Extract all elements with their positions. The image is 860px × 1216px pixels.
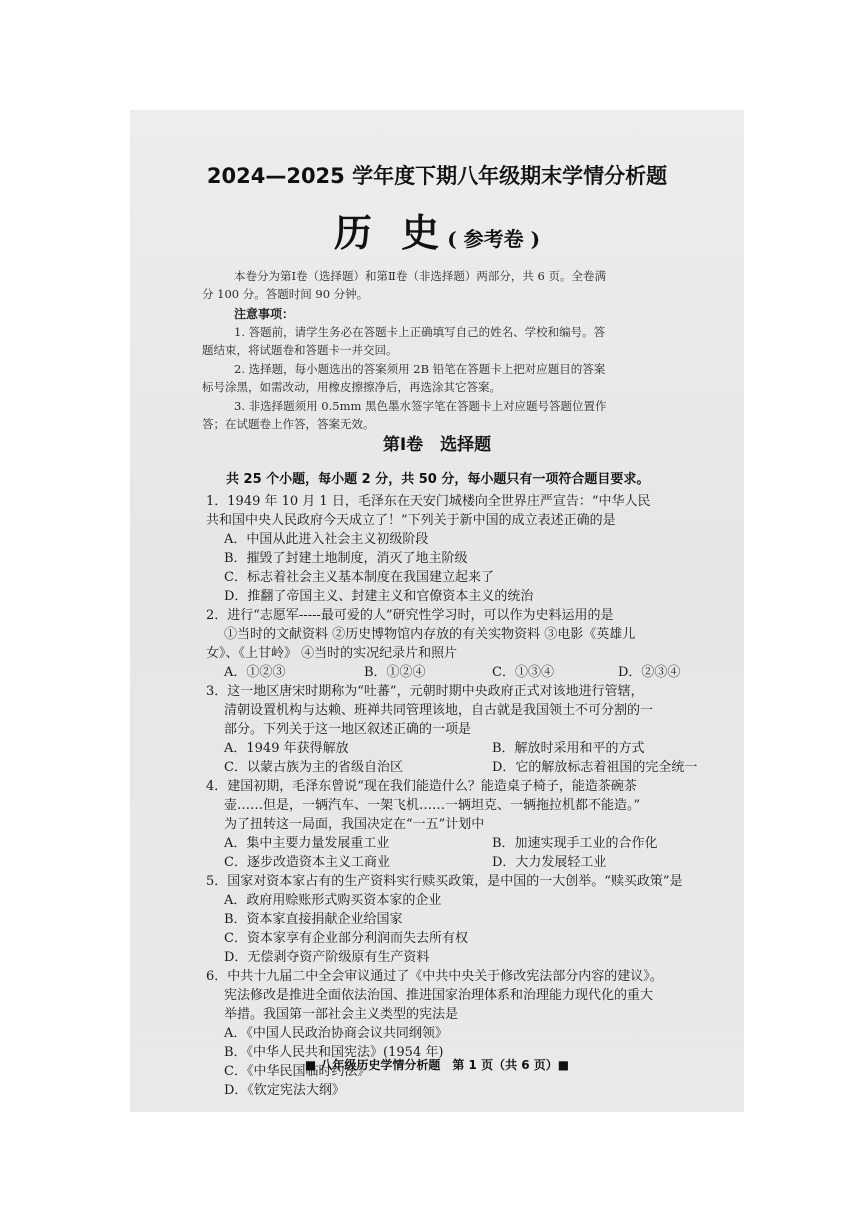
question-2-stem: ①当时的文献资料 ②历史博物馆内存放的有关实物资料 ③电影《英雄儿: [224, 627, 636, 642]
question-3-option-d: D．它的解放标志着祖国的完全统一: [492, 760, 698, 775]
question-5-option-a: A．政府用赊账形式购买资本家的企业: [224, 893, 442, 908]
question-3-stem: 部分。下列关于这一地区叙述正确的一项是: [224, 722, 472, 737]
question-1-option-b: B．摧毁了封建土地制度，消灭了地主阶级: [224, 551, 468, 566]
question-1-option-d: D．推翻了帝国主义、封建主义和官僚资本主义的统治: [224, 589, 534, 604]
question-4-stem: 为了扭转这一局面，我国决定在“一五”计划中: [224, 817, 485, 832]
question-5-option-d: D．无偿剥夺资产阶级原有生产资料: [224, 950, 430, 965]
note-line: 题结束，将试题卷和答题卡一并交回。: [202, 343, 398, 357]
question-3-option-c: C．以蒙古族为主的省级自治区: [224, 760, 403, 775]
question-2-option-a: A．①②③: [224, 665, 286, 680]
question-3-stem: 清朝设置机构与达赖、班禅共同管理该地，自古就是我国领土不可分割的一: [224, 703, 654, 718]
question-4-stem: 壶……但是，一辆汽车、一架飞机……一辆坦克、一辆拖拉机都不能造。”: [224, 798, 641, 813]
question-5-option-c: C．资本家享有企业部分利润而失去所有权: [224, 931, 468, 946]
question-4-option-d: D．大力发展轻工业: [492, 855, 607, 870]
question-5-option-b: B．资本家直接捐献企业给国家: [224, 912, 403, 927]
question-2-stem: 2．进行“志愿军-----最可爱的人”研究性学习时，可以作为史料运用的是: [206, 608, 614, 623]
note-line: 1. 答题前，请学生务必在答题卡上正确填写自己的姓名、学校和编号。答: [234, 325, 606, 339]
section-title: 第Ⅰ卷 选择题: [382, 435, 492, 455]
question-2-option-c: C．①③④: [492, 665, 554, 680]
notes-heading: 注意事项：: [234, 307, 295, 321]
question-6-option-c: C．《中华民国临时约法》: [224, 1064, 371, 1079]
intro-line: 分 100 分。答题时间 90 分钟。: [202, 287, 369, 301]
question-6-option-d: D．《钦定宪法大纲》: [224, 1083, 345, 1098]
question-2-option-b: B．①②④: [364, 665, 426, 680]
question-6-stem: 举措。我国第一部社会主义类型的宪法是: [224, 1007, 459, 1022]
question-2-option-d: D．②③④: [618, 665, 681, 680]
note-line: 标号涂黑，如需改动，用橡皮擦擦净后，再选涂其它答案。: [202, 380, 501, 394]
note-line: 3. 非选择题须用 0.5mm 黑色墨水签字笔在答题卡上对应题号答题位置作: [234, 399, 607, 413]
question-3-option-a: A．1949 年获得解放: [224, 741, 349, 756]
question-3-stem: 3．这一地区唐宋时期称为“吐蕃”，元朝时期中央政府正式对该地进行管辖，: [206, 684, 644, 699]
intro-line: 本卷分为第Ⅰ卷（选择题）和第Ⅱ卷（非选择题）两部分，共 6 页。全卷满: [234, 269, 606, 283]
subject-name: 历 史: [333, 211, 448, 255]
question-1-option-c: C．标志着社会主义基本制度在我国建立起来了: [224, 570, 494, 585]
question-1-option-a: A．中国从此进入社会主义初级阶段: [224, 532, 429, 547]
subject-note: ( 参考卷 ): [447, 227, 541, 251]
note-line: 2. 选择题，每小题选出的答案须用 2B 铅笔在答题卡上把对应题目的答案: [234, 362, 606, 376]
question-6-stem: 6．中共十九届二中全会审议通过了《中共中央关于修改宪法部分内容的建议》。: [206, 969, 663, 984]
note-line: 答；在试题卷上作答，答案无效。: [202, 417, 375, 431]
question-1-stem: 共和国中央人民政府今天成立了！”下列关于新中国的成立表述正确的是: [206, 513, 616, 528]
question-4-option-b: B．加速实现手工业的合作化: [492, 836, 658, 851]
subject-heading: [130, 202, 744, 257]
question-5-stem: 5．国家对资本家占有的生产资料实行赎买政策，是中国的一大创举。“赎买政策”是: [206, 874, 683, 889]
question-1-stem: 1．1949 年 10 月 1 日，毛泽东在天安门城楼向全世界庄严宣告：“中华人民: [206, 494, 651, 509]
question-6-stem: 宪法修改是推进全面依法治国、推进国家治理体系和治理能力现代化的重大: [224, 988, 654, 1003]
question-4-option-a: A．集中主要力量发展重工业: [224, 836, 390, 851]
question-6-option-b: B．《中华人民共和国宪法》(1954 年): [224, 1045, 444, 1060]
question-4-option-c: C．逐步改造资本主义工商业: [224, 855, 390, 870]
question-3-option-b: B．解放时采用和平的方式: [492, 741, 645, 756]
exam-page: [130, 110, 744, 1112]
question-2-stem: 女》、《上甘岭》 ④当时的实况纪录片和照片: [206, 646, 458, 661]
question-4-stem: 4．建国初期，毛泽东曾说“现在我们能造什么？能造桌子椅子，能造茶碗茶: [206, 779, 637, 794]
page-footer: ■ 八年级历史学情分析题 第 1 页（共 6 页）■: [304, 1058, 570, 1072]
question-6-option-a: A．《中国人民政治协商会议共同纲领》: [224, 1026, 448, 1041]
exam-title: 2024—2025 学年度下期八年级期末学情分析题: [206, 164, 668, 188]
section-instruction: 共 25 个小题，每小题 2 分，共 50 分，每小题只有一项符合题目要求。: [226, 472, 650, 487]
